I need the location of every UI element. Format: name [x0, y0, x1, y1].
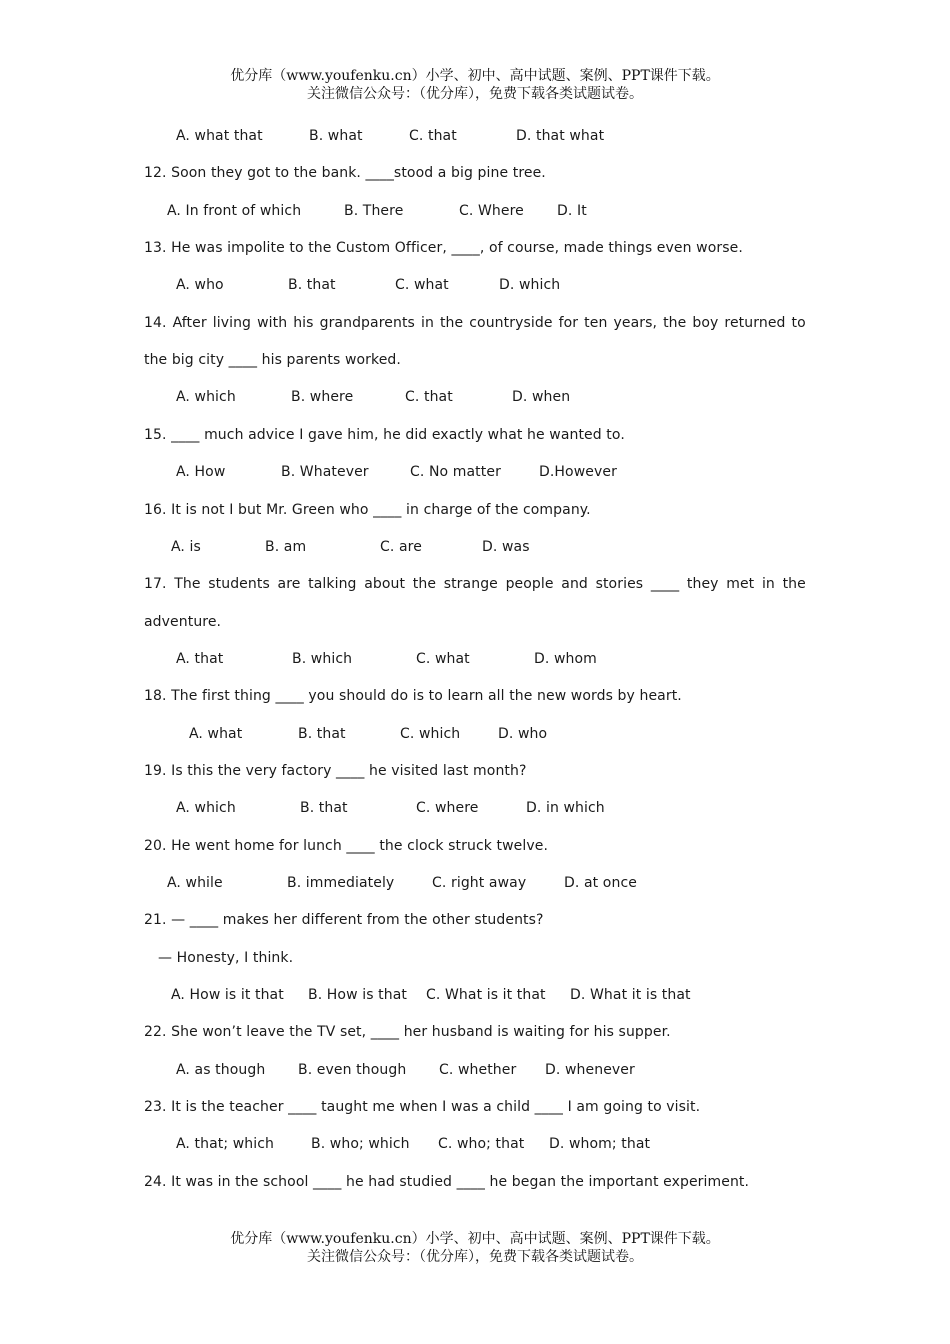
q14-word: living [212, 315, 252, 331]
q13-option-a: A. who [176, 277, 224, 293]
q14-word: for [558, 315, 579, 331]
q17-word: 17. [144, 576, 167, 592]
q21-stem: 21. — ____ makes her different from the other students? [144, 912, 544, 928]
q17-word: ____ [650, 576, 680, 592]
q17-word: and [561, 576, 588, 592]
q15-option-d: D.However [539, 464, 617, 480]
q14-word: boy [692, 315, 719, 331]
q17-word: are [277, 576, 301, 592]
q18-option-b: B. that [298, 726, 346, 742]
q17-word: they [686, 576, 719, 592]
q18-option-d: D. who [498, 726, 548, 742]
q17-word: people [505, 576, 554, 592]
q14-option-a: A. which [176, 389, 236, 405]
page-header [0, 67, 950, 103]
q18-option-c: C. which [400, 726, 461, 742]
q21-option-b: B. How is that [308, 987, 407, 1003]
q19-stem: 19. Is this the very factory ____ he visited last month? [144, 763, 527, 779]
q19-option-b: B. that [300, 800, 348, 816]
q15-stem: 15. ____ much advice I gave him, he did exactly what he wanted to. [144, 427, 625, 443]
q20-stem: 20. He went home for lunch ____ the clock struck twelve. [144, 838, 549, 854]
q13-option-d: D. which [499, 277, 561, 293]
footer-line-1: 优分库（www.youfenku.cn）小学、初中、高中试题、案例、PPT课件下载。 [230, 1231, 720, 1247]
q24-stem: 24. It was in the school ____ he had studied ____ he began the important experiment. [144, 1174, 750, 1190]
q11-option-d: D. that what [516, 128, 605, 144]
q14-option-d: D. when [512, 389, 571, 405]
q12-option-b: B. There [344, 203, 404, 219]
q14-word: 14. [144, 315, 167, 331]
q17-word: met [726, 576, 755, 592]
q14-word: grandparents [319, 315, 415, 331]
q14-word: ten [584, 315, 608, 331]
q14-stem-line-1 [144, 314, 806, 332]
header-line-2: 关注微信公众号：（优分库），免费下载各类试题试卷。 [307, 86, 643, 102]
q18-stem: 18. The first thing ____ you should do is to learn all the new words by heart. [144, 688, 682, 704]
q14-stem-line-2: the big city ____ his parents worked. [144, 352, 401, 368]
q21-answer-line: — Honesty, I think. [158, 950, 294, 966]
q14-word: countryside [469, 315, 553, 331]
q16-option-b: B. am [265, 539, 307, 555]
q14-word: years, [613, 315, 658, 331]
q13-option-c: C. what [395, 277, 449, 293]
q12-option-d: D. It [557, 203, 587, 219]
q11-option-a: A. what that [176, 128, 263, 144]
q17-stem-line-2: adventure. [144, 614, 222, 630]
q23-option-a: A. that; which [176, 1136, 275, 1152]
q22-option-a: A. as though [176, 1062, 266, 1078]
q17-option-a: A. that [176, 651, 224, 667]
q21-option-d: D. What it is that [570, 987, 691, 1003]
q14-word: the [439, 315, 464, 331]
q20-option-c: C. right away [432, 875, 527, 891]
q14-option-c: C. that [405, 389, 453, 405]
q14-word: with [257, 315, 288, 331]
q11-option-c: C. that [409, 128, 457, 144]
q15-option-a: A. How [176, 464, 226, 480]
q19-option-c: C. where [416, 800, 479, 816]
q22-option-d: D. whenever [545, 1062, 635, 1078]
q17-word: in [761, 576, 775, 592]
q17-word: The [174, 576, 201, 592]
q23-option-c: C. who; that [438, 1136, 525, 1152]
q17-word: about [364, 576, 406, 592]
header-line-1: 优分库（www.youfenku.cn）小学、初中、高中试题、案例、PPT课件下载。 [230, 68, 720, 84]
q14-word: to [791, 315, 806, 331]
q14-word: returned [724, 315, 786, 331]
q19-option-d: D. in which [526, 800, 605, 816]
q12-option-c: C. Where [459, 203, 524, 219]
q20-option-b: B. immediately [287, 875, 395, 891]
q16-option-a: A. is [171, 539, 201, 555]
q12-option-a: A. In front of which [167, 203, 302, 219]
q14-word: After [172, 315, 207, 331]
q20-option-a: A. while [167, 875, 223, 891]
q21-option-c: C. What is it that [426, 987, 546, 1003]
q16-option-d: D. was [482, 539, 530, 555]
q17-option-c: C. what [416, 651, 470, 667]
q23-stem: 23. It is the teacher ____ taught me when I was a child ____ I am going to visit. [144, 1099, 701, 1115]
q22-option-c: C. whether [439, 1062, 517, 1078]
q12-stem: 12. Soon they got to the bank. ____stood a big pine tree. [144, 165, 546, 181]
q18-option-a: A. what [189, 726, 243, 742]
q17-option-d: D. whom [534, 651, 597, 667]
q14-word: the [663, 315, 687, 331]
q17-word: the [412, 576, 437, 592]
q14-option-b: B. where [291, 389, 354, 405]
q17-word: the [782, 576, 806, 592]
q17-option-b: B. which [292, 651, 353, 667]
q23-option-d: D. whom; that [549, 1136, 651, 1152]
q14-word: in [420, 315, 434, 331]
q17-word: strange [443, 576, 498, 592]
q11-option-b: B. what [309, 128, 363, 144]
q23-option-b: B. who; which [311, 1136, 410, 1152]
q14-word: his [293, 315, 314, 331]
page-footer [0, 1230, 950, 1266]
q16-option-c: C. are [380, 539, 422, 555]
q17-word: talking [308, 576, 357, 592]
q19-option-a: A. which [176, 800, 236, 816]
q22-stem: 22. She won’t leave the TV set, ____ her husband is waiting for his supper. [144, 1024, 671, 1040]
q15-option-b: B. Whatever [281, 464, 369, 480]
q13-option-b: B. that [288, 277, 336, 293]
q22-option-b: B. even though [298, 1062, 407, 1078]
q17-word: students [208, 576, 270, 592]
q20-option-d: D. at once [564, 875, 637, 891]
q17-stem-line-1 [144, 575, 806, 593]
q13-stem: 13. He was impolite to the Custom Officer, ____, of course, made things even worse. [144, 240, 743, 256]
q15-option-c: C. No matter [410, 464, 501, 480]
footer-line-2: 关注微信公众号：（优分库），免费下载各类试题试卷。 [307, 1249, 643, 1265]
q21-option-a: A. How is it that [171, 987, 284, 1003]
q16-stem: 16. It is not I but Mr. Green who ____ in charge of the company. [144, 502, 591, 518]
q17-word: stories [595, 576, 644, 592]
